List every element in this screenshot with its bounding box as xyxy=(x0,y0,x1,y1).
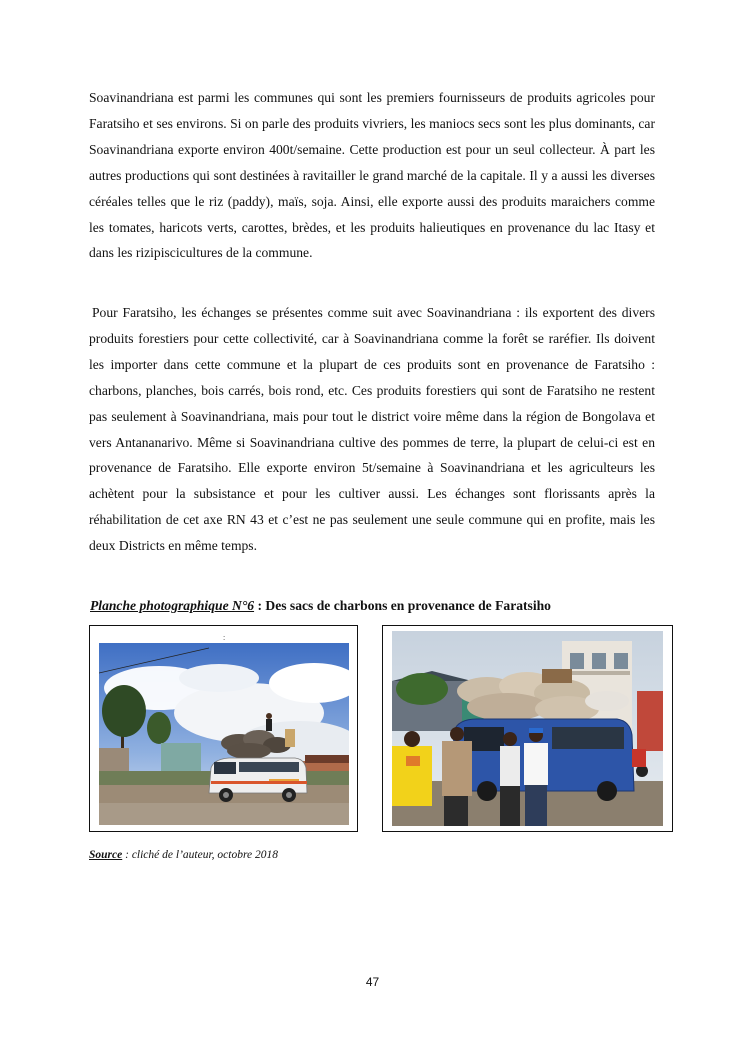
plate-title: : Des sacs de charbons en provenance de Faratsiho xyxy=(254,598,551,613)
paragraph-1: Soavinandriana est parmi les communes qui sont les premiers fournisseurs de produits agricoles pour Faratsiho et ses environs. Si on parle des produits vivriers, les maniocs secs sont les plus dominants, car Soavinandriana exporte environ 400t/semaine. Cette production est pour un seul collecteur. À part les autres productions qui sont destinées à ravitailler le grand marché de la capitale. Il y a aussi les diverses céréales telles que le riz (paddy), maïs, soja. Ainsi, elle exporte aussi des produits maraichers comme les tomates, haricots verts, carottes, brèdes, et les produits halieutiques en provenance du lac Itasy et dans les rizipiscicultures de la commune. xyxy=(89,90,655,261)
photo-frame-left xyxy=(89,625,358,832)
photo-frame-right xyxy=(382,625,673,832)
source-caption xyxy=(89,849,278,861)
source-text: : cliché de l’auteur, octobre 2018 xyxy=(122,849,278,861)
photo-mark: : xyxy=(223,633,226,642)
plate-caption xyxy=(90,598,690,614)
photo-van-charcoal-sacks xyxy=(99,643,349,825)
paragraph-2: Pour Faratsiho, les échanges se présentes comme suit avec Soavinandriana : ils exportent des divers produits forestiers pour cette collectivité, car à Soavinandriana comme la forêt se raréfier. Ils doivent les importer dans cette commune et la plupart de ces produits sont en provenance de Faratsiho : charbons, planches, bois carrés, bois rond, etc. Ces produits forestiers qui sont de Faratsiho ne restent pas seulement à Soavinandriana, mais pour tout le district voire même dans la région de Bongolava et vers Antananarivo. Même si Soavinandriana cultive des pommes de terre, la plupart de celui-ci est en provenance de Faratsiho. Elle exporte environ 5t/semaine à Soavinandriana et les agriculteurs les achètent pour la subsistance et pour les cultiver aussi. Les échanges sont florissants après la réhabilitation de cet axe RN 43 et c’est ne pas seulement une seule commune qui en profite, mais les deux Districts en même temps. xyxy=(89,305,655,554)
photo-blue-van-loaded xyxy=(392,631,663,826)
page-number: 47 xyxy=(365,975,380,989)
source-label: Source xyxy=(89,849,123,861)
plate-label: Planche photographique N°6 xyxy=(90,598,255,613)
